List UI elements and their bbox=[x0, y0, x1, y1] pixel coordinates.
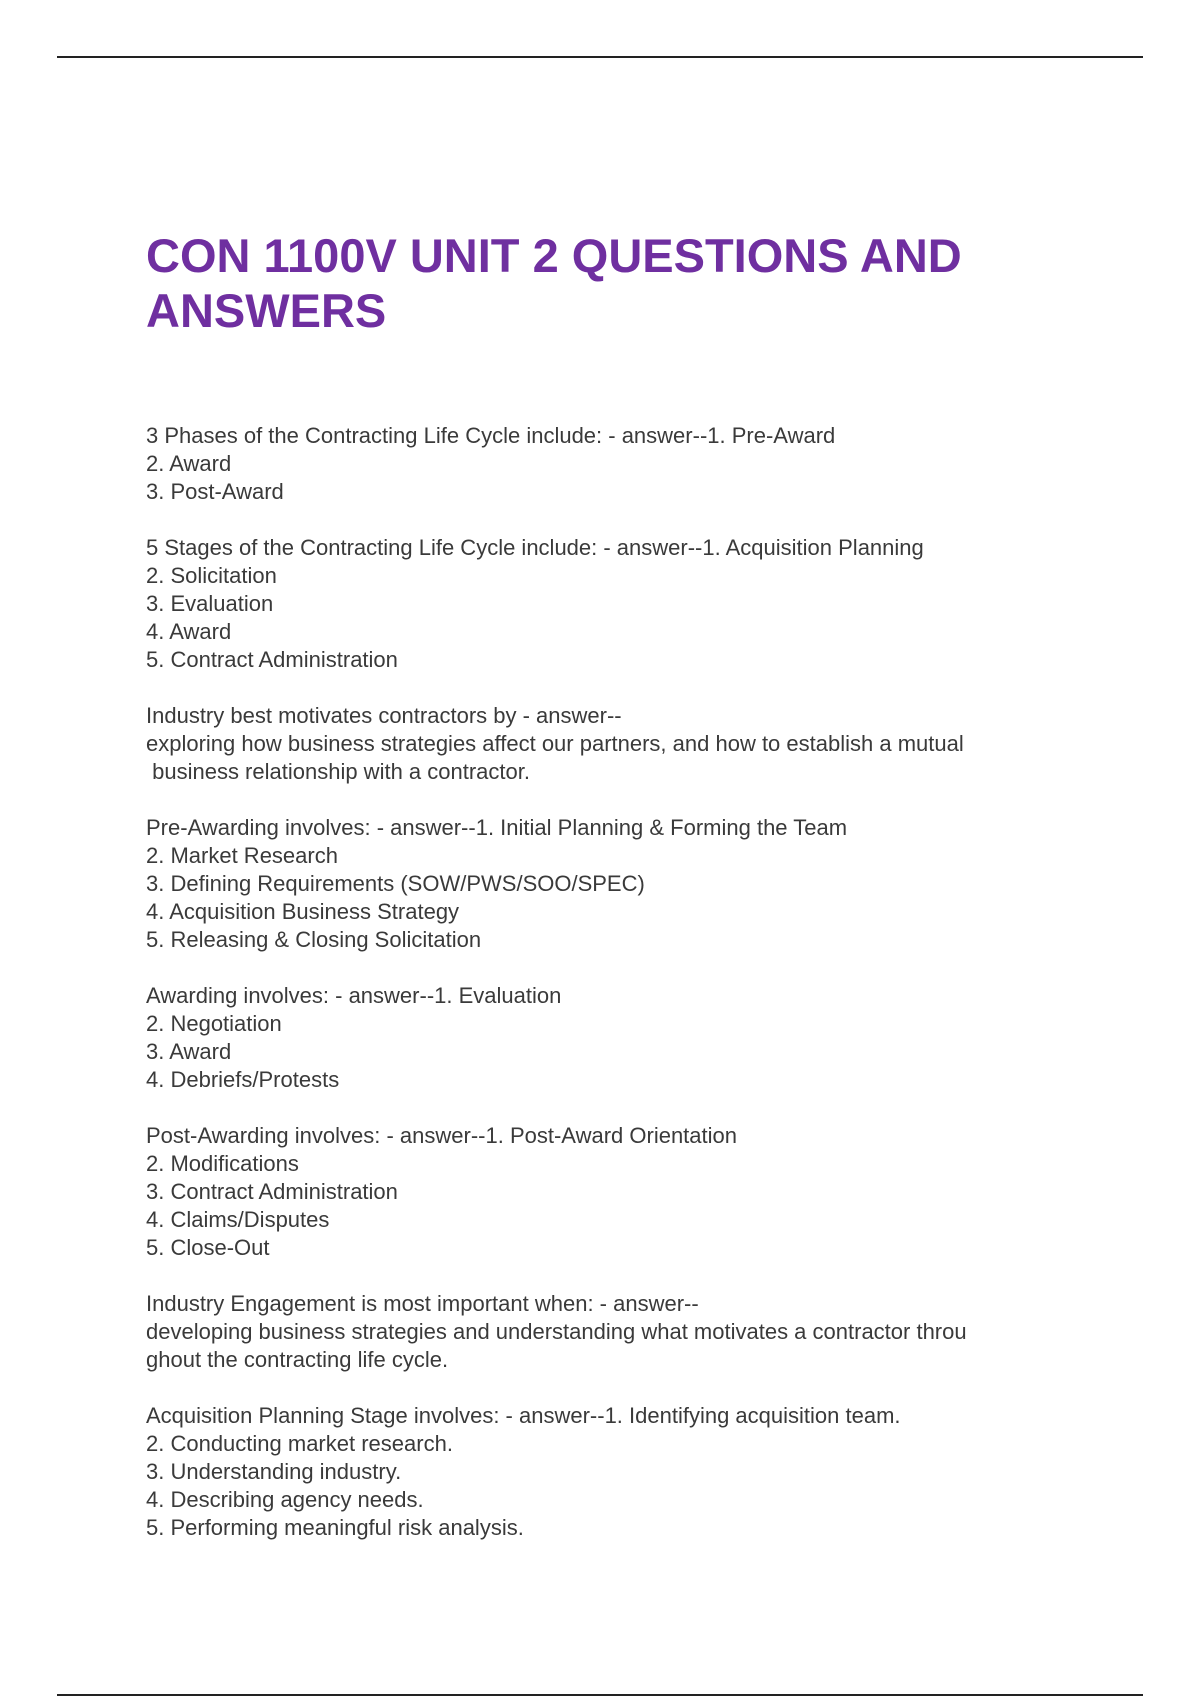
qa-item bbox=[146, 814, 1076, 954]
qa-line: Industry best motivates contractors by - answer-- bbox=[146, 703, 622, 728]
qa-line: Post-Awarding involves: - answer--1. Post-Award Orientation bbox=[146, 1123, 737, 1148]
qa-line: 4. Award bbox=[146, 619, 232, 644]
qa-line: 5. Releasing & Closing Solicitation bbox=[146, 927, 482, 952]
qa-line: 3. Award bbox=[146, 1039, 232, 1064]
qa-list bbox=[146, 422, 1076, 1570]
bottom-divider bbox=[57, 1694, 1143, 1696]
qa-item bbox=[146, 422, 1076, 506]
qa-line: 5 Stages of the Contracting Life Cycle include: - answer--1. Acquisition Planning bbox=[146, 535, 924, 560]
qa-line: 3. Understanding industry. bbox=[146, 1459, 402, 1484]
qa-line: 2. Market Research bbox=[146, 843, 338, 868]
qa-item bbox=[146, 1290, 1076, 1374]
page-title: CON 1100V UNIT 2 QUESTIONS AND ANSWERS bbox=[146, 229, 962, 337]
qa-line: 4. Describing agency needs. bbox=[146, 1487, 424, 1512]
qa-item bbox=[146, 982, 1076, 1094]
qa-line: 3. Evaluation bbox=[146, 591, 274, 616]
qa-line: 2. Negotiation bbox=[146, 1011, 282, 1036]
qa-line: ghout the contracting life cycle. bbox=[146, 1347, 449, 1372]
qa-line: 3. Post-Award bbox=[146, 479, 284, 504]
qa-line: 3. Contract Administration bbox=[146, 1179, 398, 1204]
qa-item bbox=[146, 702, 1076, 786]
qa-line: Pre-Awarding involves: - answer--1. Initial Planning & Forming the Team bbox=[146, 815, 848, 840]
qa-item bbox=[146, 1122, 1076, 1262]
qa-line: exploring how business strategies affect our partners, and how to establish a mutual bbox=[146, 731, 964, 756]
qa-line: 4. Acquisition Business Strategy bbox=[146, 899, 460, 924]
qa-line: 4. Debriefs/Protests bbox=[146, 1067, 340, 1092]
qa-line: 2. Award bbox=[146, 451, 232, 476]
qa-line: 3. Defining Requirements (SOW/PWS/SOO/SPEC) bbox=[146, 871, 645, 896]
qa-line: 2. Solicitation bbox=[146, 563, 277, 588]
qa-line: 3 Phases of the Contracting Life Cycle include: - answer--1. Pre-Award bbox=[146, 423, 836, 448]
qa-line: 5. Close-Out bbox=[146, 1235, 270, 1260]
qa-line: 4. Claims/Disputes bbox=[146, 1207, 330, 1232]
qa-line: Industry Engagement is most important when: - answer-- bbox=[146, 1291, 699, 1316]
qa-line: 2. Conducting market research. bbox=[146, 1431, 453, 1456]
qa-line: 5. Contract Administration bbox=[146, 647, 398, 672]
qa-line: Acquisition Planning Stage involves: - answer--1. Identifying acquisition team. bbox=[146, 1403, 901, 1428]
qa-line: Awarding involves: - answer--1. Evaluation bbox=[146, 983, 562, 1008]
qa-item bbox=[146, 534, 1076, 674]
qa-line: 5. Performing meaningful risk analysis. bbox=[146, 1515, 524, 1540]
qa-line: developing business strategies and understanding what motivates a contractor throu bbox=[146, 1319, 967, 1344]
qa-line: 2. Modifications bbox=[146, 1151, 299, 1176]
qa-item bbox=[146, 1402, 1076, 1542]
top-divider bbox=[57, 56, 1143, 58]
qa-line: business relationship with a contractor. bbox=[146, 759, 530, 784]
